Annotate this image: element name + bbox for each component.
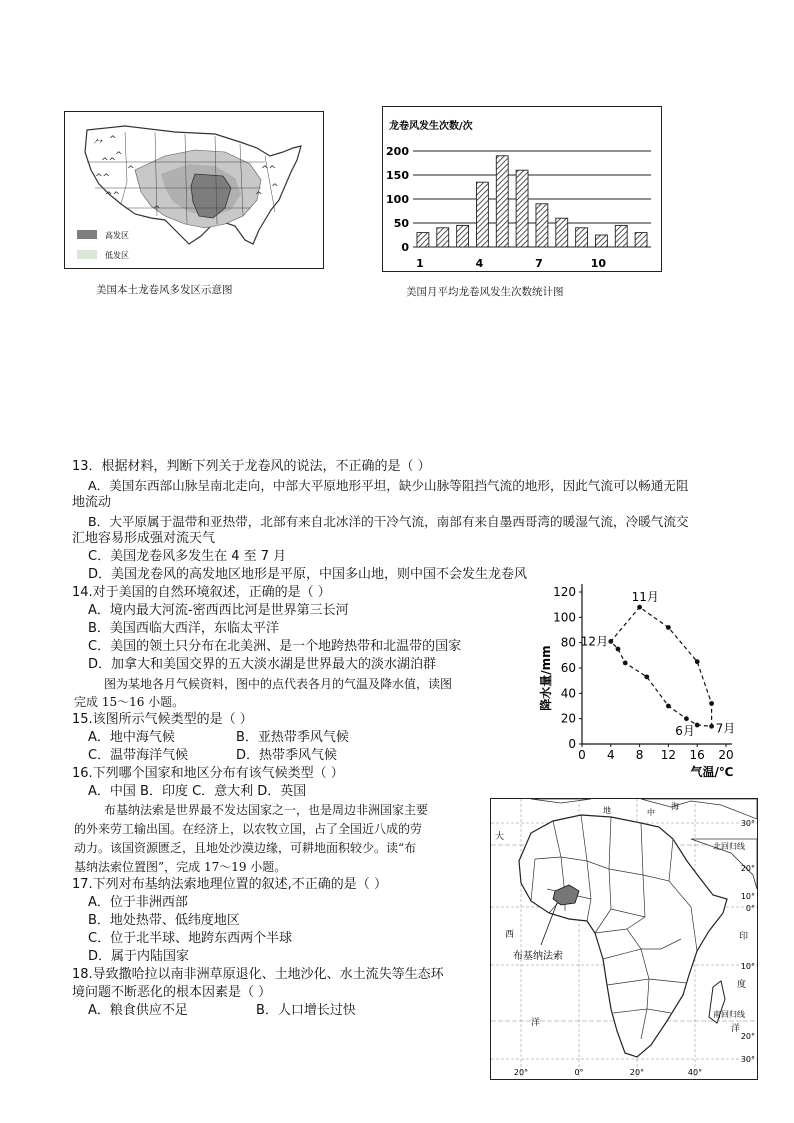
q17-option-d: D．属于内陆国家	[88, 949, 190, 964]
q17-option-c: C．位于北半球、地跨东西两个半球	[88, 931, 293, 946]
climate-x-axis-label: 气温/℃	[690, 765, 734, 779]
africa-map-svg	[491, 799, 757, 1079]
legend-high-swatch	[77, 230, 97, 239]
y-tick-label: 100	[386, 193, 409, 206]
label-yin: 印	[739, 932, 749, 942]
q14-option-c: C．美国的领土只分布在北美洲、是一个地跨热带和北温带的国家	[88, 639, 462, 654]
intro-15-line2: 完成 15～16 小题。	[74, 695, 185, 709]
climate-point-month-11	[637, 605, 642, 610]
label-di: 地	[603, 806, 611, 815]
climate-y-tick: 100	[553, 610, 576, 625]
climate-y-tick: 20	[560, 711, 576, 726]
climate-month-label: 7月	[715, 721, 736, 736]
q18-option-b: B．人口增长过快	[256, 1003, 356, 1018]
label-zhong: 中	[647, 808, 655, 817]
q13-option-a: A．美国东西部山脉呈南北走向，中部大平原地形平坦，缺少山脉等阻挡气流的地形，因此气流可以畅通无阻	[88, 478, 689, 493]
label-hai: 海	[671, 802, 679, 811]
label-yang-east: 洋	[731, 1024, 741, 1034]
lat-30n: 30°	[740, 819, 755, 828]
climate-y-axis-label: 降水量/mm	[539, 645, 553, 711]
intro-17-line1: 布基纳法索是世界最不发达国家之一，也是周边非洲国家主要	[104, 803, 429, 817]
q13-option-a-cont: 地流动	[72, 495, 112, 510]
svg-text:^^: ^^	[105, 191, 121, 201]
q17-stem: 17.下列对布基纳法索地理位置的叙述,不正确的是（ ）	[72, 877, 387, 892]
q18-option-a: A．粮食供应不足	[88, 1003, 188, 1018]
climate-y-tick: 120	[553, 585, 576, 599]
intro-17-line3: 动力。该国资源匮乏，且地处沙漠边缘，可耕地面积较少。读“布	[74, 841, 417, 855]
y-tick-label: 50	[393, 217, 409, 230]
q13-stem: 13．根据材料，判断下列关于龙卷风的说法，不正确的是（ ）	[72, 459, 431, 474]
q14-option-b: B．美国西临大西洋，东临太平洋	[88, 621, 279, 636]
intro-17-line4: 基纳法索位置图”，完成 17～19 小题。	[74, 860, 287, 874]
bar-month-7	[536, 204, 548, 247]
climate-point-month-1	[616, 647, 621, 652]
label-south-tropic: 南回归线	[713, 1010, 745, 1019]
q13-option-c: C．美国龙卷风多发生在 4 至 7 月	[88, 549, 287, 564]
tornado-chart-svg	[383, 107, 661, 271]
bar-month-12	[635, 233, 647, 247]
q18-stem-line2: 境问题不断恶化的根本因素是（ ）	[72, 985, 272, 1000]
lon-20w: 20°	[513, 1068, 529, 1077]
climate-x-tick: 12	[660, 748, 677, 762]
climate-x-tick: 0	[578, 748, 586, 762]
climate-point-month-8	[709, 701, 714, 706]
svg-text:^^: ^^	[95, 173, 111, 183]
climate-y-tick: 0	[568, 737, 576, 751]
svg-text:^: ^	[271, 183, 279, 193]
climate-chart-svg	[530, 578, 750, 782]
us-map-svg	[65, 112, 323, 268]
q15-option-a: A．地中海气候	[88, 730, 175, 745]
climate-month-label: 11月	[631, 590, 659, 605]
tornado-chart-caption: 美国月平均龙卷风发生次数统计图	[406, 286, 564, 298]
lat-30s: 30°	[740, 1055, 755, 1064]
q14-option-a: A．境内最大河流-密西西比河是世界第三长河	[88, 603, 349, 618]
africa-outline	[519, 815, 727, 1057]
climate-point-month-6	[695, 723, 700, 728]
climate-point-month-5	[684, 716, 689, 721]
y-tick-label: 0	[401, 241, 409, 254]
tornado-chart-title: 龙卷风发生次数/次	[389, 121, 473, 132]
label-north-tropic: 北回归线	[713, 842, 745, 851]
q17-option-b: B．地处热带、低纬度地区	[88, 913, 240, 928]
lat-10s: 10°	[740, 962, 755, 971]
lat-10n: 10°	[740, 892, 755, 901]
svg-text:^^: ^^	[101, 157, 117, 167]
climate-chart	[530, 578, 750, 782]
climate-point-month-9	[695, 659, 700, 664]
svg-text:^: ^	[115, 151, 123, 161]
svg-text:^: ^	[153, 205, 161, 215]
q15-stem: 15.该图所示气候类型的是（ ）	[72, 712, 253, 727]
q15-option-d: D．热带季风气候	[236, 748, 338, 763]
q13-option-b: B．大平原属于温带和亚热带，北部有来自北冰洋的干冷气流，南部有来自墨西哥湾的暖湿气流，冷暖气流交	[88, 514, 689, 529]
y-tick-label: 150	[386, 169, 409, 182]
lat-20s: 20°	[740, 1032, 755, 1041]
tornado-chart	[382, 106, 662, 272]
climate-y-tick: 60	[560, 661, 576, 675]
climate-x-tick: 8	[635, 748, 644, 762]
label-yang-west: 洋	[531, 1018, 541, 1028]
legend-low-swatch	[77, 250, 97, 259]
svg-text:^^: ^^	[261, 165, 277, 175]
svg-text:⺈: ⺈	[93, 138, 104, 151]
climate-point-month-4	[666, 704, 671, 709]
bar-month-1	[417, 233, 429, 247]
intro-17-line2: 的外来劳工输出国。在经济上，以农牧立国，占了全国近八成的劳	[74, 822, 423, 836]
climate-x-tick: 4	[606, 748, 615, 762]
intro-15-line1: 图为某地各月气候资料，图中的点代表各月的气温及降水值，读图	[104, 677, 453, 691]
lon-40e: 40°	[687, 1068, 703, 1077]
climate-point-month-2	[623, 661, 628, 666]
q14-option-d: D．加拿大和美国交界的五大淡水湖是世界最大的淡水湖泊群	[88, 657, 437, 672]
bar-month-4	[476, 182, 488, 247]
bar-month-6	[516, 170, 528, 247]
bar-month-11	[615, 225, 627, 247]
lon-20e: 20°	[629, 1068, 645, 1077]
climate-loop	[611, 607, 712, 726]
climate-month-label: 12月	[580, 634, 609, 649]
x-tick-label: 4	[475, 257, 484, 270]
svg-text:^: ^	[127, 165, 135, 175]
lat-20n: 20°	[740, 864, 755, 873]
climate-y-tick: 80	[560, 635, 576, 650]
bar-month-10	[595, 235, 607, 247]
q17-option-a: A．位于非洲西部	[88, 895, 188, 910]
label-du: 度	[737, 980, 747, 990]
climate-point-month-10	[666, 625, 671, 630]
y-tick-label: 200	[386, 145, 409, 158]
q15-option-c: C．温带海洋气候	[88, 748, 189, 763]
climate-x-tick: 20	[718, 748, 734, 762]
bar-month-2	[437, 228, 449, 247]
climate-x-tick: 16	[689, 748, 705, 762]
legend-low-label: 低发区	[105, 251, 129, 260]
bar-month-3	[457, 225, 469, 247]
label-da: 大	[495, 832, 505, 842]
us-tornado-map	[64, 111, 324, 269]
svg-text:^: ^	[255, 191, 263, 201]
q13-option-b-cont: 汇地容易形成强对流天气	[72, 531, 216, 546]
svg-text:^: ^	[109, 135, 117, 145]
climate-point-month-7	[709, 724, 714, 729]
q15-option-b: B．亚热带季风气候	[236, 730, 349, 745]
climate-y-tick: 40	[560, 686, 576, 701]
label-xi: 西	[505, 930, 515, 940]
q14-stem: 14.对于美国的自然环境叙述，正确的是（ ）	[72, 585, 331, 600]
lon-0: 0°	[574, 1068, 584, 1077]
x-tick-label: 7	[535, 257, 543, 270]
lat-0: 0°	[745, 904, 755, 913]
x-tick-label: 10	[590, 257, 607, 270]
q16-stem: 16.下列哪个国家和地区分布有该气候类型（ ）	[72, 766, 344, 781]
bar-month-8	[556, 218, 568, 247]
africa-map	[490, 798, 758, 1080]
climate-point-month-12	[608, 639, 613, 644]
bar-month-5	[496, 156, 508, 247]
us-map-caption: 美国本土龙卷风多发区示意图	[96, 284, 233, 296]
burkina-faso-label: 布基纳法索	[513, 951, 563, 962]
q16-options: A．中国 B．印度 C．意大利 D．英国	[88, 784, 307, 799]
q13-option-d: D．美国龙卷风的高发地区地形是平原，中国多山地，则中国不会发生龙卷风	[88, 567, 528, 582]
x-tick-label: 1	[416, 257, 424, 270]
bar-month-9	[576, 228, 588, 247]
climate-month-label: 6月	[675, 724, 695, 738]
climate-point-month-3	[644, 674, 649, 679]
legend-high-label: 高发区	[105, 231, 129, 240]
q18-stem-line1: 18.导致撒哈拉以南非洲草原退化、土地沙化、水土流失等生态环	[72, 967, 444, 982]
